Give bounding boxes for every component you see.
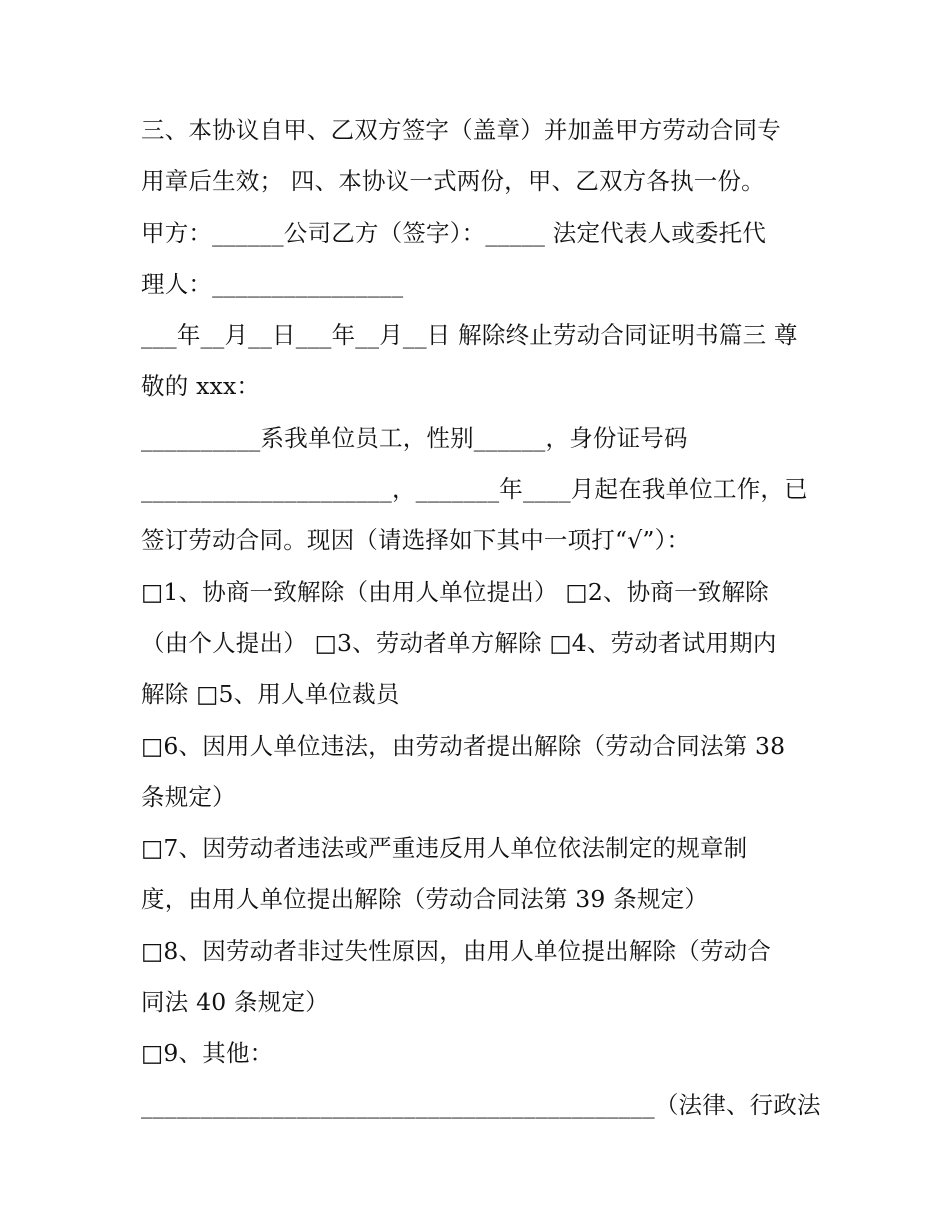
text-line: __________系我单位员工，性别______，身份证号码: [141, 423, 688, 452]
text-line: 条规定）: [141, 782, 236, 811]
text-line: □6、因用人单位违法，由劳动者提出解除（劳动合同法第 38: [141, 731, 786, 760]
text-line: _____________________，_______年____月起在我单位工作，已: [141, 475, 808, 504]
text-line: 三、本协议自甲、乙双方签字（盖章）并加盖甲方劳动合同专: [141, 116, 781, 144]
text-line: □1、协商一致解除（由用人单位提出） □2、协商一致解除: [141, 577, 769, 606]
text-line: 甲方：______公司乙方（签字）：_____ 法定代表人或委托代: [141, 218, 767, 247]
text-line: □9、其他：: [141, 1039, 274, 1068]
text-line: （由个人提出） □3、劳动者单方解除 □4、劳动者试用期内: [141, 628, 777, 657]
text-line: □8、因劳动者非过失性原因，由用人单位提出解除（劳动合: [141, 936, 772, 965]
text-line: □7、因劳动者违法或严重违反用人单位依法制定的规章制: [141, 834, 748, 863]
text-line: 同法 40 条规定）: [141, 988, 329, 1017]
text-line: 用章后生效； 四、本协议一式两份，甲、乙双方各执一份。: [141, 167, 765, 196]
text-line: 签订劳动合同。现因（请选择如下其中一项打“√”）：: [141, 526, 691, 555]
text-line: 度，由用人单位提出解除（劳动合同法第 39 条规定）: [141, 885, 709, 914]
text-line: 解除 □5、用人单位裁员: [141, 680, 400, 709]
text-line: ___________________________________________（法律、行政法: [141, 1090, 821, 1119]
text-line: ___年__月__日___年__月__日 解除终止劳动合同证明书篇三 尊: [141, 321, 798, 350]
text-line: 敬的 xxx：: [141, 372, 261, 401]
text-line: 理人：________________: [141, 269, 404, 298]
document-body: [141, 105, 821, 1131]
